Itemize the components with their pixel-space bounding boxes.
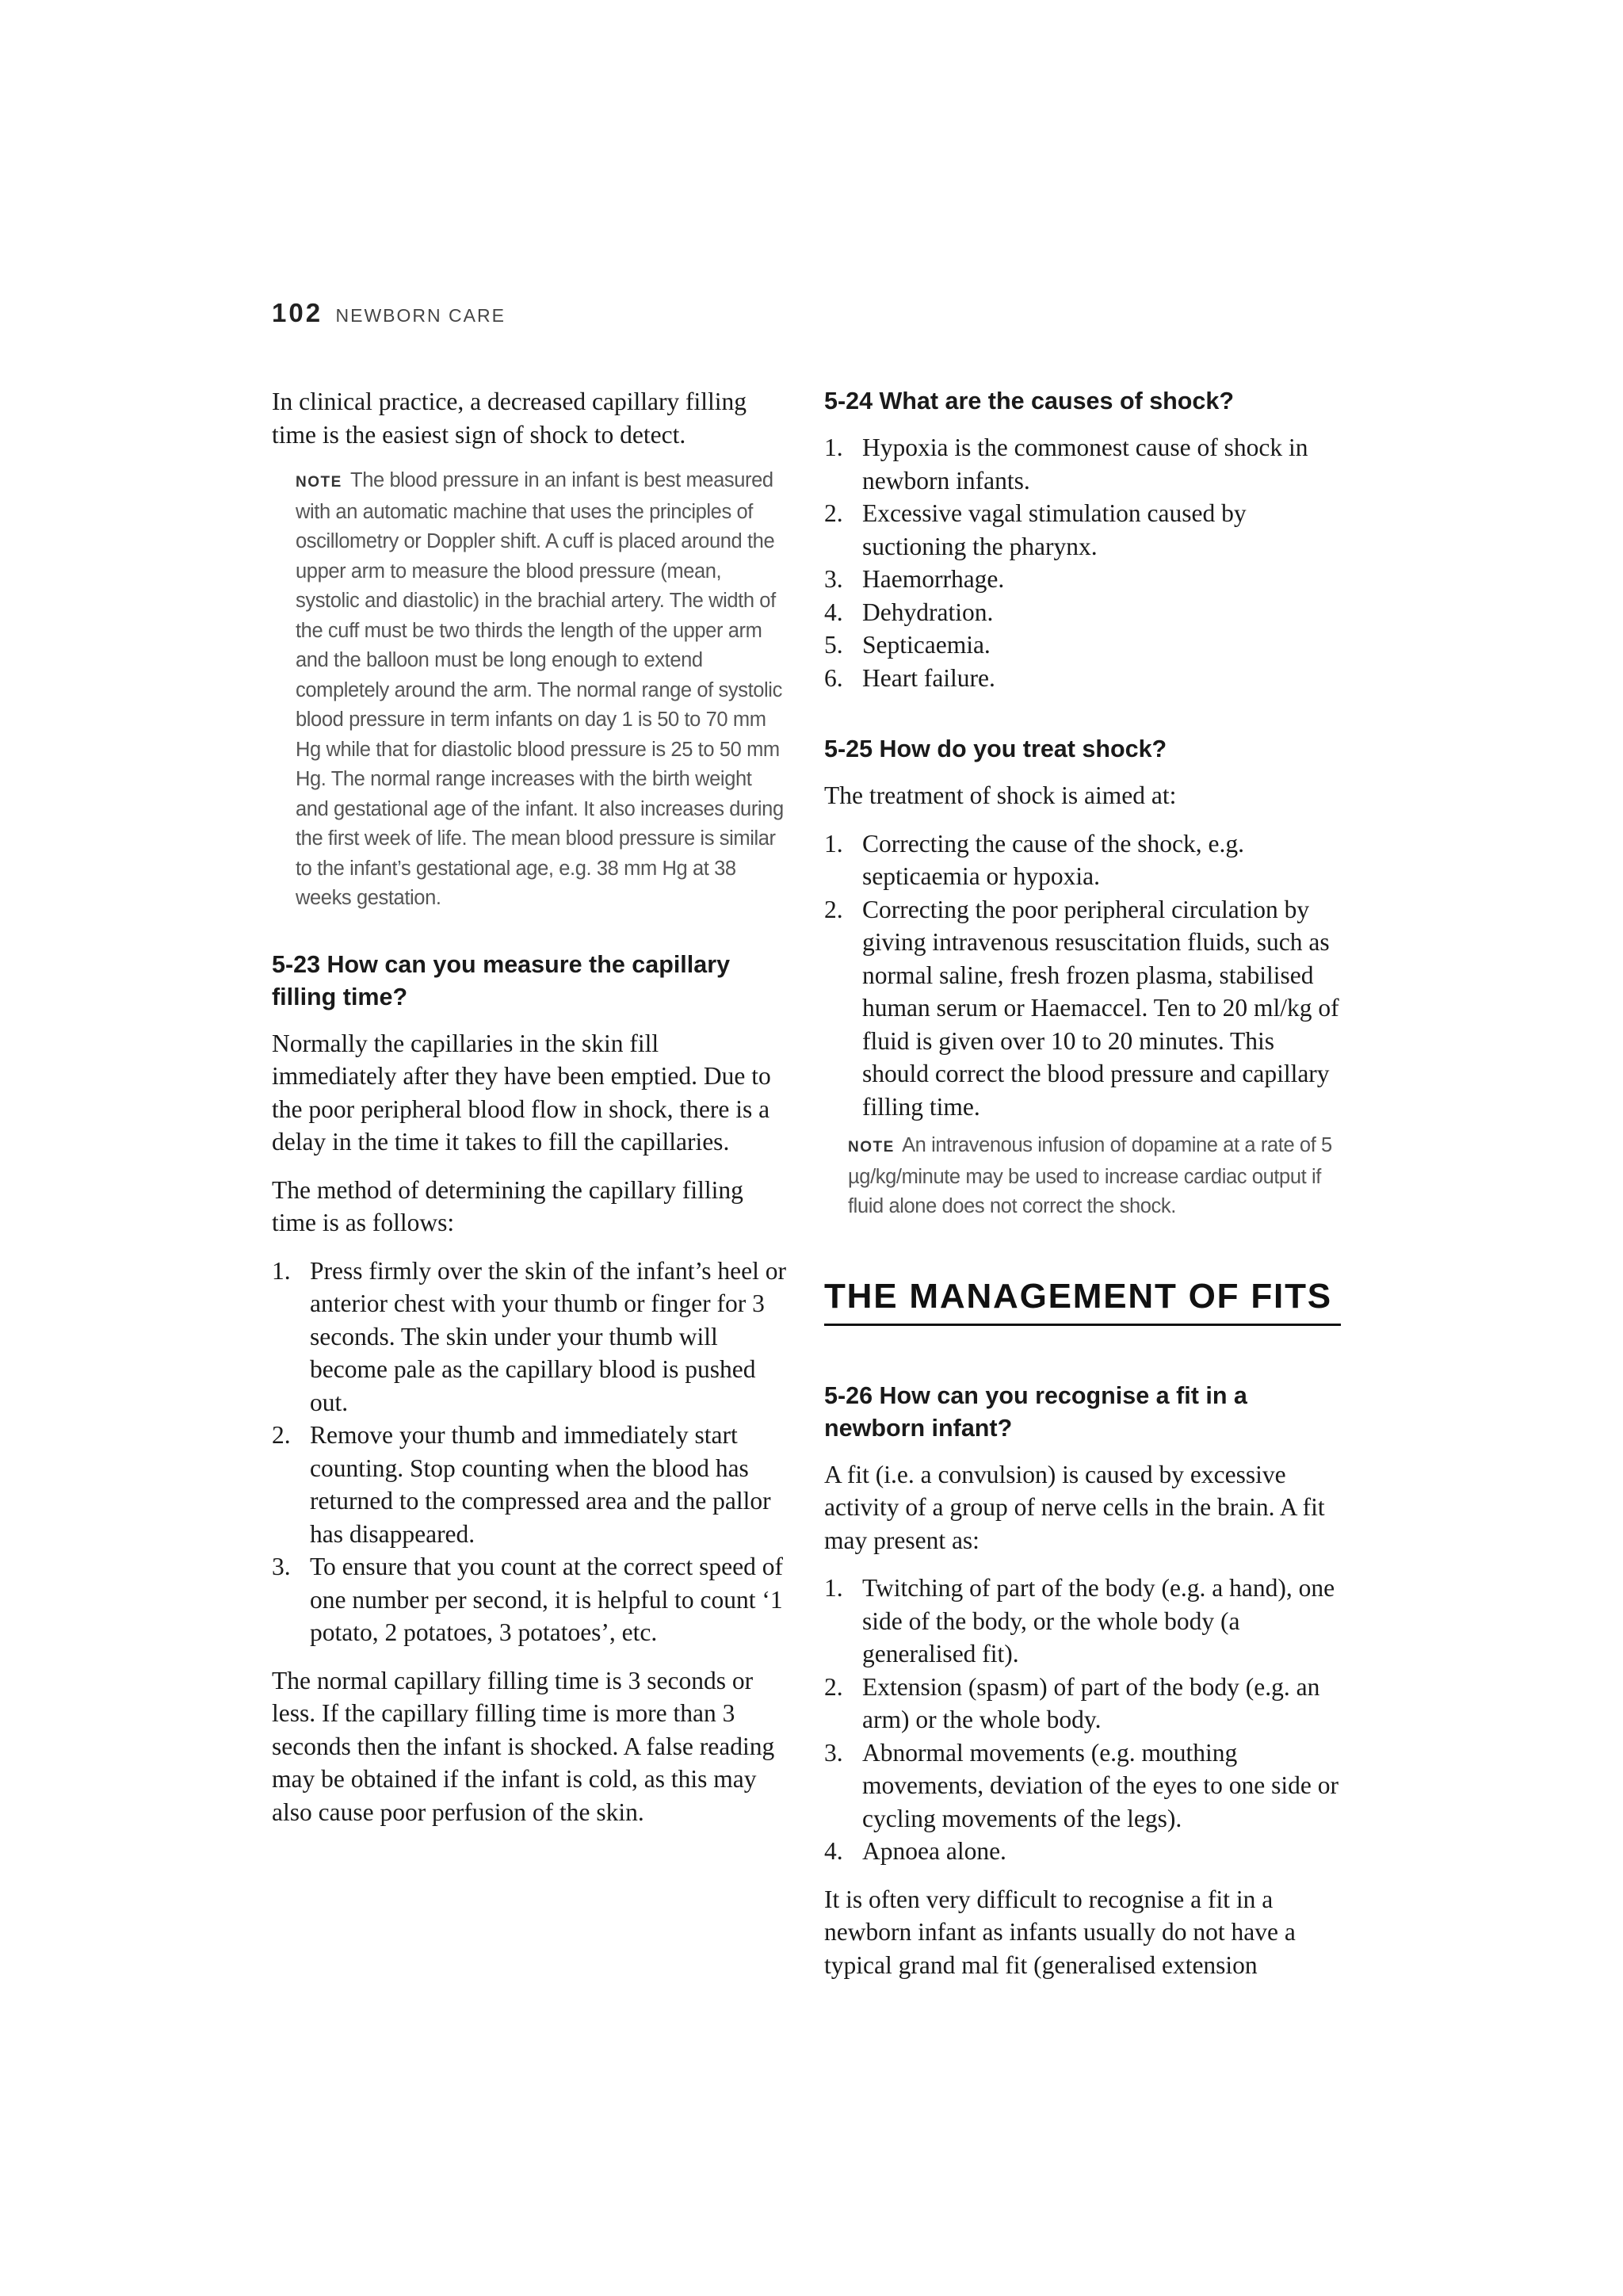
list-item: 3. To ensure that you count at the correct speed of one number per second, it is helpful to count ‘1 potato, 2 potatoes, 3 potatoes’, etc. <box>272 1553 783 1646</box>
note-blood-pressure <box>296 466 789 914</box>
list-item: 4. Dehydration. <box>824 598 994 626</box>
paragraph: Normally the capillaries in the skin fill immediately after they have been emptied. Due to the poor peripheral blood flow in shock, there is a delay in the time it takes to fill the capillaries. <box>272 1029 771 1156</box>
list-item: 1. Twitching of part of the body (e.g. a hand), one side of the body, or the whole body (a generalised fit). <box>824 1574 1335 1668</box>
treatment-list <box>824 827 1341 1124</box>
note-dopamine <box>848 1131 1341 1222</box>
paragraph: A fit (i.e. a convulsion) is caused by excessive activity of a group of nerve cells in the brain. A fit may present as: <box>824 1460 1325 1554</box>
list-item: 3. Abnormal movements (e.g. mouthing movements, deviation of the eyes to one side or cycling movements of the legs). <box>824 1738 1338 1832</box>
intro-paragraph: In clinical practice, a decreased capillary filling time is the easiest sign of shock to detect. <box>272 388 747 449</box>
running-head-title: NEWBORN CARE <box>335 305 506 326</box>
paragraph: It is often very difficult to recognise a fit in a newborn infant as infants usually do not have a typical grand mal fit (generalised extension <box>824 1885 1296 1979</box>
note-tag: NOTE <box>296 474 342 491</box>
paragraph: The method of determining the capillary filling time is as follows: <box>272 1175 743 1236</box>
list-item: 2. Excessive vagal stimulation caused by suctioning the pharynx. <box>824 499 1247 560</box>
note-text: An intravenous infusion of dopamine at a rate of 5 µg/kg/minute may be used to increase cardiac output if fluid alone does not correct the shock. <box>848 1134 1332 1217</box>
list-item: 4. Apnoea alone. <box>824 1837 1006 1865</box>
running-head <box>272 298 506 328</box>
question-heading-5-23: 5-23 How can you measure the capillary filling time? <box>272 950 731 1010</box>
steps-list <box>272 1255 789 1649</box>
list-item: 1. Press firmly over the skin of the infant’s heel or anterior chest with your thumb or finger for 3 seconds. The skin under your thumb will become pale as the capillary blood is pushed out. <box>272 1256 786 1416</box>
question-heading-5-26: 5-26 How can you recognise a fit in a newborn infant? <box>824 1381 1247 1442</box>
list-item: 1. Correcting the cause of the shock, e.g. septicaemia or hypoxia. <box>824 829 1244 890</box>
right-column <box>824 385 1341 1996</box>
note-tag: NOTE <box>848 1139 895 1156</box>
list-item: 2. Correcting the poor peripheral circulation by giving intravenous resuscitation fluids, such as normal saline, fresh frozen plasma, stabilised human serum or Haemaccel. Ten to 20 ml/kg of fluid is given over 10 to 20 minutes. This should correct the blood pressure and capillary filling time. <box>824 895 1339 1121</box>
causes-list <box>824 431 1341 694</box>
list-item: 2. Remove your thumb and immediately start counting. Stop counting when the blood has returned to the compressed area and the pallor has disappeared. <box>272 1421 771 1548</box>
page-number: 102 <box>272 298 323 327</box>
list-item: 6. Heart failure. <box>824 663 995 692</box>
paragraph: The normal capillary filling time is 3 seconds or less. If the capillary filling time is more than 3 seconds then the infant is shocked. A false reading may be obtained if the infant is cold, as this may also cause poor perfusion of the skin. <box>272 1666 775 1826</box>
list-item: 2. Extension (spasm) of part of the body (e.g. an arm) or the whole body. <box>824 1672 1320 1733</box>
section-title: THE MANAGEMENT OF FITS <box>824 1274 1341 1326</box>
fit-signs-list <box>824 1572 1341 1868</box>
left-column <box>272 385 789 1843</box>
list-item: 3. Haemorrhage. <box>824 565 1005 593</box>
note-text: The blood pressure in an infant is best measured with an automatic machine that uses the principles of oscillometry or Doppler shift. A cuff is placed around the upper arm to measure the blood pressure (mean, systolic and diastolic) in the brachial artery. The width of the cuff must be two thirds the length of the upper arm and the balloon must be long enough to extend completely around the arm. The normal range of systolic blood pressure in term infants on day 1 is 50 to 70 mm Hg while that for diastolic blood pressure is 25 to 50 mm Hg. The normal range increases with the birth weight and gestational age of the infant. It also increases during the first week of life. The mean blood pressure is similar to the infant’s gestational age, e.g. 38 mm Hg at 38 weeks gestation. <box>296 469 784 909</box>
question-heading-5-25: 5-25 How do you treat shock? <box>824 735 1167 762</box>
list-item: 1. Hypoxia is the commonest cause of shock in newborn infants. <box>824 434 1308 495</box>
list-item: 5. Septicaemia. <box>824 631 991 659</box>
paragraph: The treatment of shock is aimed at: <box>824 781 1177 809</box>
question-heading-5-24: 5-24 What are the causes of shock? <box>824 388 1234 415</box>
